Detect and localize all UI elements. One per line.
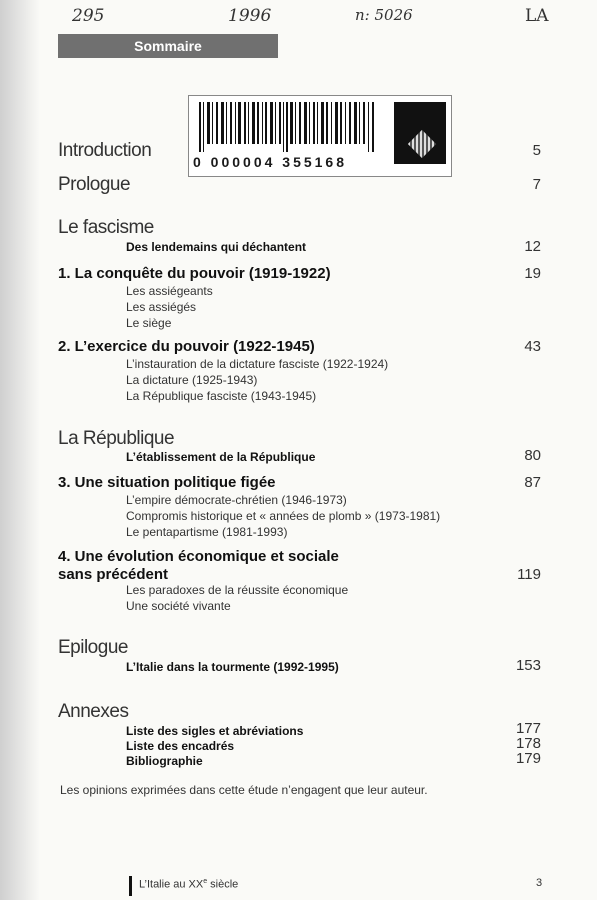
- toc-introduction: Introduction: [58, 140, 152, 161]
- toc-annexe-page: 178: [515, 735, 541, 752]
- toc-chapter-4: 4. Une évolution économique et sociale: [58, 548, 339, 565]
- toc-chapter-3-line: Le pentapartisme (1981-1993): [126, 525, 288, 539]
- toc-chapter-1-line: Les assiégés: [126, 300, 197, 314]
- barcode-bars: [197, 102, 377, 152]
- diamond-pattern-icon: [408, 130, 436, 158]
- toc-chapter-2: 2. L’exercice du pouvoir (1922-1945): [58, 338, 315, 355]
- disclaimer-note: Les opinions exprimées dans cette étude n’engagent que leur auteur.: [60, 783, 428, 797]
- toc-chapter-4-page: 119: [517, 566, 541, 583]
- toc-annexe-item: Bibliographie: [126, 754, 203, 768]
- toc-chapter-2-line: La dictature (1925-1943): [126, 373, 258, 387]
- handwritten-note-corner: LA: [525, 6, 549, 26]
- barcode-digits: 0 000004 355168: [193, 154, 347, 170]
- toc-chapter-1-line: Le siège: [126, 316, 172, 330]
- toc-prologue: Prologue: [58, 174, 131, 195]
- running-footer-title: L’Italie au XXe siècle: [139, 878, 239, 891]
- toc-annexe-item: Liste des sigles et abréviations: [126, 724, 304, 738]
- toc-chapter-4-cont: sans précédent: [58, 566, 169, 583]
- toc-chapter-4-line: Une société vivante: [126, 599, 231, 613]
- page-binding-shadow: [0, 0, 40, 900]
- toc-chapter-4-line: Les paradoxes de la réussite économique: [126, 583, 349, 597]
- toc-introduction-page: 5: [532, 142, 541, 159]
- barcode-sticker: [188, 95, 452, 177]
- page-number: 3: [536, 877, 543, 889]
- toc-part-republique: La République: [58, 428, 175, 449]
- toc-fascisme-intro: Des lendemains qui déchantent: [126, 240, 307, 254]
- toc-chapter-2-line: La République fasciste (1943-1945): [126, 389, 317, 403]
- toc-annexe-item: Liste des encadrés: [126, 739, 235, 753]
- toc-chapter-2-page: 43: [524, 338, 541, 355]
- library-stamp-logo: [394, 102, 446, 164]
- toc-part-epilogue: Epilogue: [58, 637, 128, 658]
- toc-chapter-2-line: L’instauration de la dictature fasciste (1922-1924): [126, 357, 389, 371]
- toc-annexe-page: 179: [515, 750, 541, 767]
- toc-chapter-1-page: 19: [524, 265, 541, 282]
- toc-chapter-3-page: 87: [524, 474, 541, 491]
- toc-republique-intro: L’établissement de la République: [126, 450, 316, 464]
- handwritten-note-year: 1996: [228, 6, 272, 26]
- handwritten-note-number: n: 5026: [355, 6, 413, 24]
- toc-chapter-3: 3. Une situation politique figée: [58, 474, 276, 491]
- toc-epilogue-page: 153: [515, 657, 541, 674]
- footer-rule: [129, 876, 132, 896]
- section-header: Sommaire: [58, 34, 278, 58]
- toc-chapter-3-line: L’empire démocrate-chrétien (1946-1973): [126, 493, 347, 507]
- toc-chapter-1: 1. La conquête du pouvoir (1919-1922): [58, 265, 331, 282]
- toc-republique-intro-page: 80: [524, 447, 541, 464]
- toc-part-fascisme: Le fascisme: [58, 217, 154, 238]
- toc-fascisme-intro-page: 12: [524, 238, 541, 255]
- toc-epilogue-intro: L’Italie dans la tourmente (1992-1995): [126, 660, 339, 674]
- toc-chapter-3-line: Compromis historique et « années de plomb » (1973-1981): [126, 509, 441, 523]
- toc-annexe-page: 177: [515, 720, 541, 737]
- handwritten-note-left: 295: [72, 6, 105, 26]
- toc-part-annexes: Annexes: [58, 701, 129, 722]
- toc-chapter-1-line: Les assiégeants: [126, 284, 213, 298]
- toc-prologue-page: 7: [532, 176, 541, 193]
